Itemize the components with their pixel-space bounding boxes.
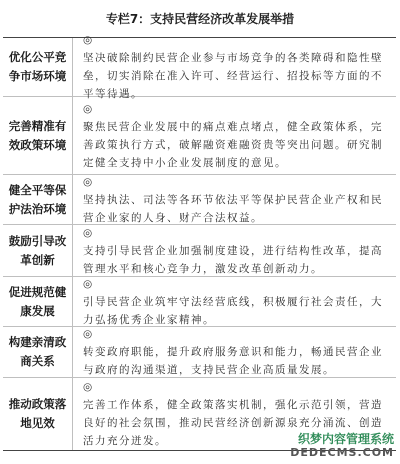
bullet-icon: ◎ <box>83 102 94 115</box>
watermark-line2: DEDECMS.COM <box>290 446 394 459</box>
row-label: 优化公平竞争市场环境 <box>3 38 73 96</box>
row-text-cell <box>73 97 396 174</box>
page-title: 专栏7：支持民营经济改革发展举措 <box>105 12 295 26</box>
row-text-cell <box>73 34 396 100</box>
row-text-cell <box>73 327 396 377</box>
row-text: 坚决破除制约民营企业参与市场竞争的各类障碍和隐性壁垒，切实消除在准入许可、经营运行、招投标等方面的不平等待遇。 <box>83 52 383 100</box>
row-label: 推动政策落地见效 <box>3 378 73 450</box>
bullet-icon: ◎ <box>83 34 94 46</box>
row-text: 引导民营企业筑牢守法经营底线，积极履行社会责任，大力弘扬优秀企业家精神。 <box>83 295 383 326</box>
bullet-icon: ◎ <box>83 381 94 393</box>
table-row <box>3 34 396 100</box>
row-text: 转变政府职能，提升政府服务意识和能力，畅通民营企业与政府的沟通渠道，支持民营企业高质量发展。 <box>83 346 383 376</box>
row-label: 完善精准有效政策环境 <box>3 97 73 174</box>
bullet-icon: ◎ <box>83 175 94 188</box>
row-label: 健全平等保护法治环境 <box>3 175 73 224</box>
row-text: 坚持执法、司法等各环节依法平等保护民营企业产权和民营企业家的人身、财产合法权益。 <box>83 193 383 224</box>
bullet-icon: ◎ <box>83 226 94 239</box>
row-label: 促进规范健康发展 <box>3 277 73 326</box>
row-label: 鼓励引导改革创新 <box>3 225 73 276</box>
row-text-cell <box>73 225 396 276</box>
row-text: 聚焦民营企业发展中的痛点难点堵点，健全政策体系，完善政策执行方式，破解融资难融资贵等突出问题。研究制定健全支持中小企业发展制度的意见。 <box>83 120 383 169</box>
table-row <box>3 225 396 277</box>
row-text: 支持引导民营企业加强制度建设，进行结构性改革，提高管理水平和核心竞争力，激发改革创新动力。 <box>83 244 383 275</box>
table-row <box>3 175 396 225</box>
watermark-line1: 织梦内容管理系统 <box>297 432 394 446</box>
row-text-cell <box>73 277 396 326</box>
table-row <box>3 277 396 327</box>
measures-table <box>3 34 396 451</box>
bullet-icon: ◎ <box>83 328 94 340</box>
watermark <box>290 432 394 460</box>
table-row <box>3 97 396 175</box>
row-text-cell <box>73 175 396 224</box>
row-label: 构建亲清政商关系 <box>3 327 73 377</box>
table-row <box>3 327 396 378</box>
bullet-icon: ◎ <box>83 277 94 290</box>
row-text: 完善工作体系，健全政策落实机制，强化示范引领，营造良好的社会氛围，推动民营经济创新源泉充分涌流、创造活力充分迸发。 <box>83 399 383 447</box>
